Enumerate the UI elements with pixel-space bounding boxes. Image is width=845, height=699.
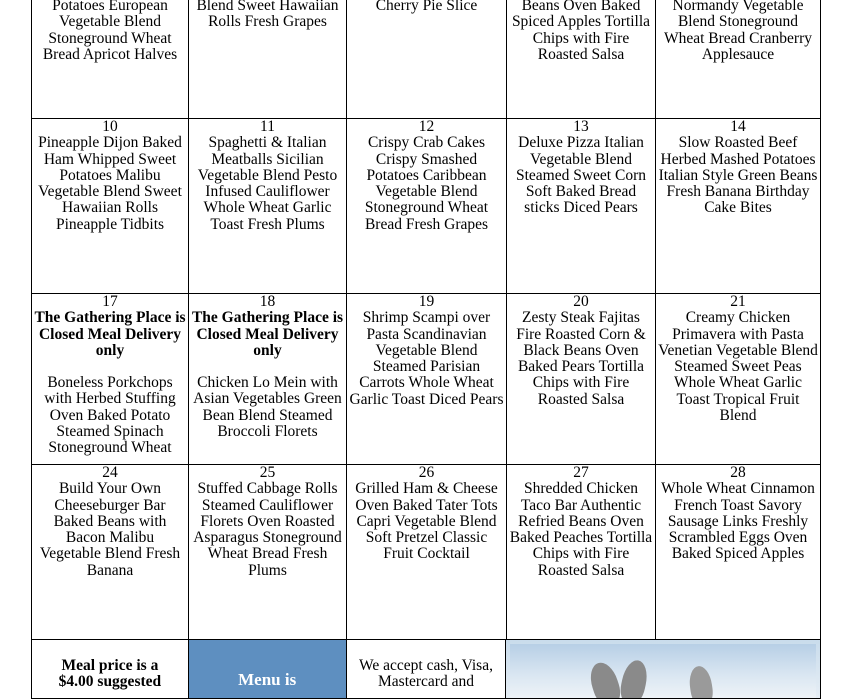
animal-ear-far (688, 665, 715, 699)
closure-notice: The Gathering Place is Closed Meal Delivery only (34, 309, 186, 359)
day-cell (346, 0, 507, 119)
day-cell (655, 464, 821, 640)
menu-items: Beans Oven Baked Spiced Apples Tortilla Chips with Fire Roasted Salsa (511, 0, 651, 63)
day-number: 28 (730, 464, 746, 481)
day-cell (346, 293, 507, 465)
day-cell (188, 464, 347, 640)
menu-items: Whole Wheat Cinnamon French Toast Savory Sausage Links Freshly Scrambled Eggs Oven Baked Spiced Apples (661, 480, 815, 563)
menu-items: Boneless Porkchops with Herbed Stuffing Oven Baked Potato Steamed Spinach Stoneground Wheat (44, 374, 176, 457)
day-number: 13 (573, 118, 589, 135)
week-row-4 (31, 465, 821, 640)
day-number: 11 (260, 118, 275, 135)
photo-image (510, 644, 816, 698)
menu-items: Slow Roasted Beef Herbed Mashed Potatoes Italian Style Green Beans Fresh Banana Birthday Cake Bites (658, 134, 818, 217)
day-cell (506, 464, 656, 640)
day-number: 12 (418, 118, 435, 135)
day-cell (506, 0, 656, 119)
price-info (31, 639, 189, 699)
menu-items: Pineapple Dijon Baked Ham Whipped Sweet Potatoes Malibu Vegetable Blend Sweet Hawaiian Rolls Pineapple Tidbits (38, 134, 182, 233)
day-cell (31, 293, 189, 465)
day-number: 17 (102, 293, 118, 310)
closure-notice: The Gathering Place is Closed Meal Delivery only (191, 309, 344, 359)
day-cell (188, 0, 347, 119)
menu-items: Crispy Crab Cakes Crispy Smashed Potatoes Caribbean Vegetable Blend Stoneground Wheat Bread Fresh Grapes (364, 134, 489, 233)
menu-items: Build Your Own Cheeseburger Bar Baked Beans with Bacon Malibu Vegetable Blend Fresh Banana (39, 480, 181, 579)
day-number: 25 (259, 464, 276, 481)
day-number: 27 (573, 464, 589, 481)
menu-items: Zesty Steak Fajitas Fire Roasted Corn & Black Beans Oven Baked Pears Tortilla Chips with Fire Roasted Salsa (516, 309, 646, 408)
day-cell (31, 118, 189, 294)
menu-items: Cherry Pie Slice (375, 0, 478, 14)
menu-items: Normandy Vegetable Blend Stoneground Wheat Bread Cranberry Applesauce (663, 0, 813, 63)
price-text: Meal price is a $4.00 suggested (58, 657, 162, 691)
animal-ear-right (618, 658, 651, 699)
animal-ear-left (586, 659, 624, 699)
menu-calendar (31, 0, 821, 699)
menu-items: Deluxe Pizza Italian Vegetable Blend Steamed Sweet Corn Soft Baked Bread sticks Diced Pears (515, 134, 646, 217)
photo-panel (505, 639, 821, 699)
menu-items: Shrimp Scampi over Pasta Scandinavian Vegetable Blend Steamed Parisian Carrots Whole Wheat Garlic Toast Diced Pears (349, 309, 504, 408)
payment-text: We accept cash, Visa, Mastercard and (359, 657, 493, 691)
day-number: 19 (418, 293, 435, 310)
day-cell (31, 0, 189, 119)
day-cell (188, 118, 347, 294)
menu-items: Chicken Lo Mein with Asian Vegetables Green Bean Blend Steamed Broccoli Florets (193, 374, 342, 441)
menu-items: Shredded Chicken Taco Bar Authentic Refried Beans Oven Baked Peaches Tortilla Chips with Fire Roasted Salsa (509, 480, 653, 579)
footer-row (31, 640, 821, 699)
day-cell (506, 118, 656, 294)
menu-items: Creamy Chicken Primavera with Pasta Venetian Vegetable Blend Steamed Sweet Peas Whole Wheat Garlic Toast Tropical Fruit Blend (658, 309, 818, 425)
day-cell (655, 118, 821, 294)
menu-items: Spaghetti & Italian Meatballs Sicilian Vegetable Blend Pesto Infused Cauliflower Whole Wheat Garlic Toast Fresh Plums (197, 134, 338, 233)
menu-items: Grilled Ham & Cheese Oven Baked Tater Tots Capri Vegetable Blend Soft Pretzel Classic Fruit Cocktail (355, 480, 498, 563)
day-cell (188, 293, 347, 465)
day-cell (655, 0, 821, 119)
day-number: 24 (102, 464, 118, 481)
day-number: 18 (259, 293, 276, 310)
menu-items: Potatoes European Vegetable Blend Stoneground Wheat Bread Apricot Halves (42, 0, 178, 63)
day-number: 20 (573, 293, 589, 310)
week-row-2 (31, 119, 821, 294)
payment-info (346, 639, 507, 699)
day-number: 14 (730, 118, 746, 135)
menu-items: Blend Sweet Hawaiian Rolls Fresh Grapes (196, 0, 339, 31)
day-cell (31, 464, 189, 640)
day-cell (506, 293, 656, 465)
week-row-1 (31, 0, 821, 119)
day-number: 10 (102, 118, 118, 135)
blue-info-panel (188, 639, 347, 699)
spacer (34, 359, 186, 375)
spacer (191, 359, 344, 375)
day-cell (655, 293, 821, 465)
day-cell (346, 118, 507, 294)
day-number: 21 (730, 293, 746, 310)
blue-panel-text: Menu is (238, 670, 297, 689)
day-cell (346, 464, 507, 640)
menu-items: Stuffed Cabbage Rolls Steamed Cauliflower Florets Oven Roasted Asparagus Stoneground Wheat Bread Fresh Plums (193, 480, 342, 579)
day-number: 26 (418, 464, 435, 481)
week-row-3 (31, 294, 821, 465)
